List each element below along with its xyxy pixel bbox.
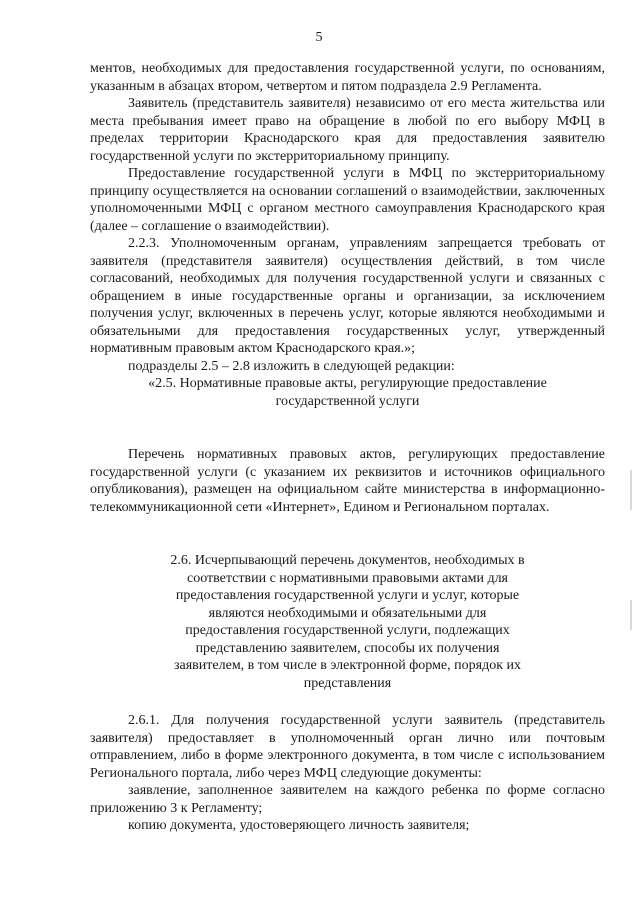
paragraph-subsections: подразделы 2.5 – 2.8 изложить в следующей редакции:	[128, 358, 455, 374]
document-body	[90, 60, 605, 835]
page-number: 5	[315, 30, 323, 45]
paragraph-2-2-3: 2.2.3. Уполномоченным органам, управлениям запрещается требовать от заявителя (представителя заявителя) осуществления действий, в том числе согласований, необходимых для получения государственной услуги и связанных с обращением в иные государственные органы и организации, за исключением получения услуг, включенных в перечень услуг, которые являются необходимыми и обязательными для предоставления государственных услуг, утвержденный нормативным правовым актом Краснодарского края.»;	[90, 236, 605, 356]
paragraph-application-form: заявление, заполненное заявителем на каждого ребенка по форме согласно приложению 3 к Регламенту;	[90, 783, 605, 816]
paragraph-continuation: ментов, необходимых для предоставления государственной услуги, по основаниям, указанным в абзацах втором, четвертом и пятом подраздела 2.9 Регламента.	[90, 61, 605, 94]
section-heading-2-5: «2.5. Нормативные правовые акты, регулирующие предоставление государственной услуги	[148, 376, 547, 409]
paragraph-2-6-1: 2.6.1. Для получения государственной услуги заявитель (представитель заявителя) предоставляет в уполномоченный орган лично или почтовым отправлением, либо в форме электронного документа, в том числе с использованием Регионального портала, либо через МФЦ следующие документы:	[90, 713, 605, 781]
paragraph-applicant-right: Заявитель (представитель заявителя) независимо от его места жительства или места пребывания имеет право на обращение в любой по его выбору МФЦ в пределах территории Краснодарского края для предоставления заявителю государственной услуги по экстерриториальному принципу.	[90, 96, 605, 164]
paragraph-identity-document: копию документа, удостоверяющего личность заявителя;	[128, 818, 470, 833]
paragraph-extraterritorial: Предоставление государственной услуги в МФЦ по экстерриториальному принципу осуществляется на основании соглашений о взаимодействии, заключенных уполномоченными МФЦ с органом местного самоуправления Краснодарского края (далее – соглашение о взаимодействии).	[90, 166, 605, 234]
scan-edge-mark	[630, 470, 632, 510]
paragraph-2-5: Перечень нормативных правовых актов, регулирующих предоставление государственной услуги (с указанием их реквизитов и источников официального опубликования), размещен на официальном сайте министерства в информационно-телекоммуникационной сети «Интернет», Едином и Региональном порталах.	[90, 447, 605, 515]
scan-edge-mark	[630, 600, 632, 630]
section-heading-2-6: 2.6. Исчерпывающий перечень документов, необходимых в соответствии с нормативными правовыми актами для предоставления государственной услуги и услуг, которые являются необходимыми и обязательными для предоставления государственной услуги, подлежащих представлению заявителем, способы их получения заявителем, в том числе в электронной форме, порядок их представления	[170, 553, 525, 691]
